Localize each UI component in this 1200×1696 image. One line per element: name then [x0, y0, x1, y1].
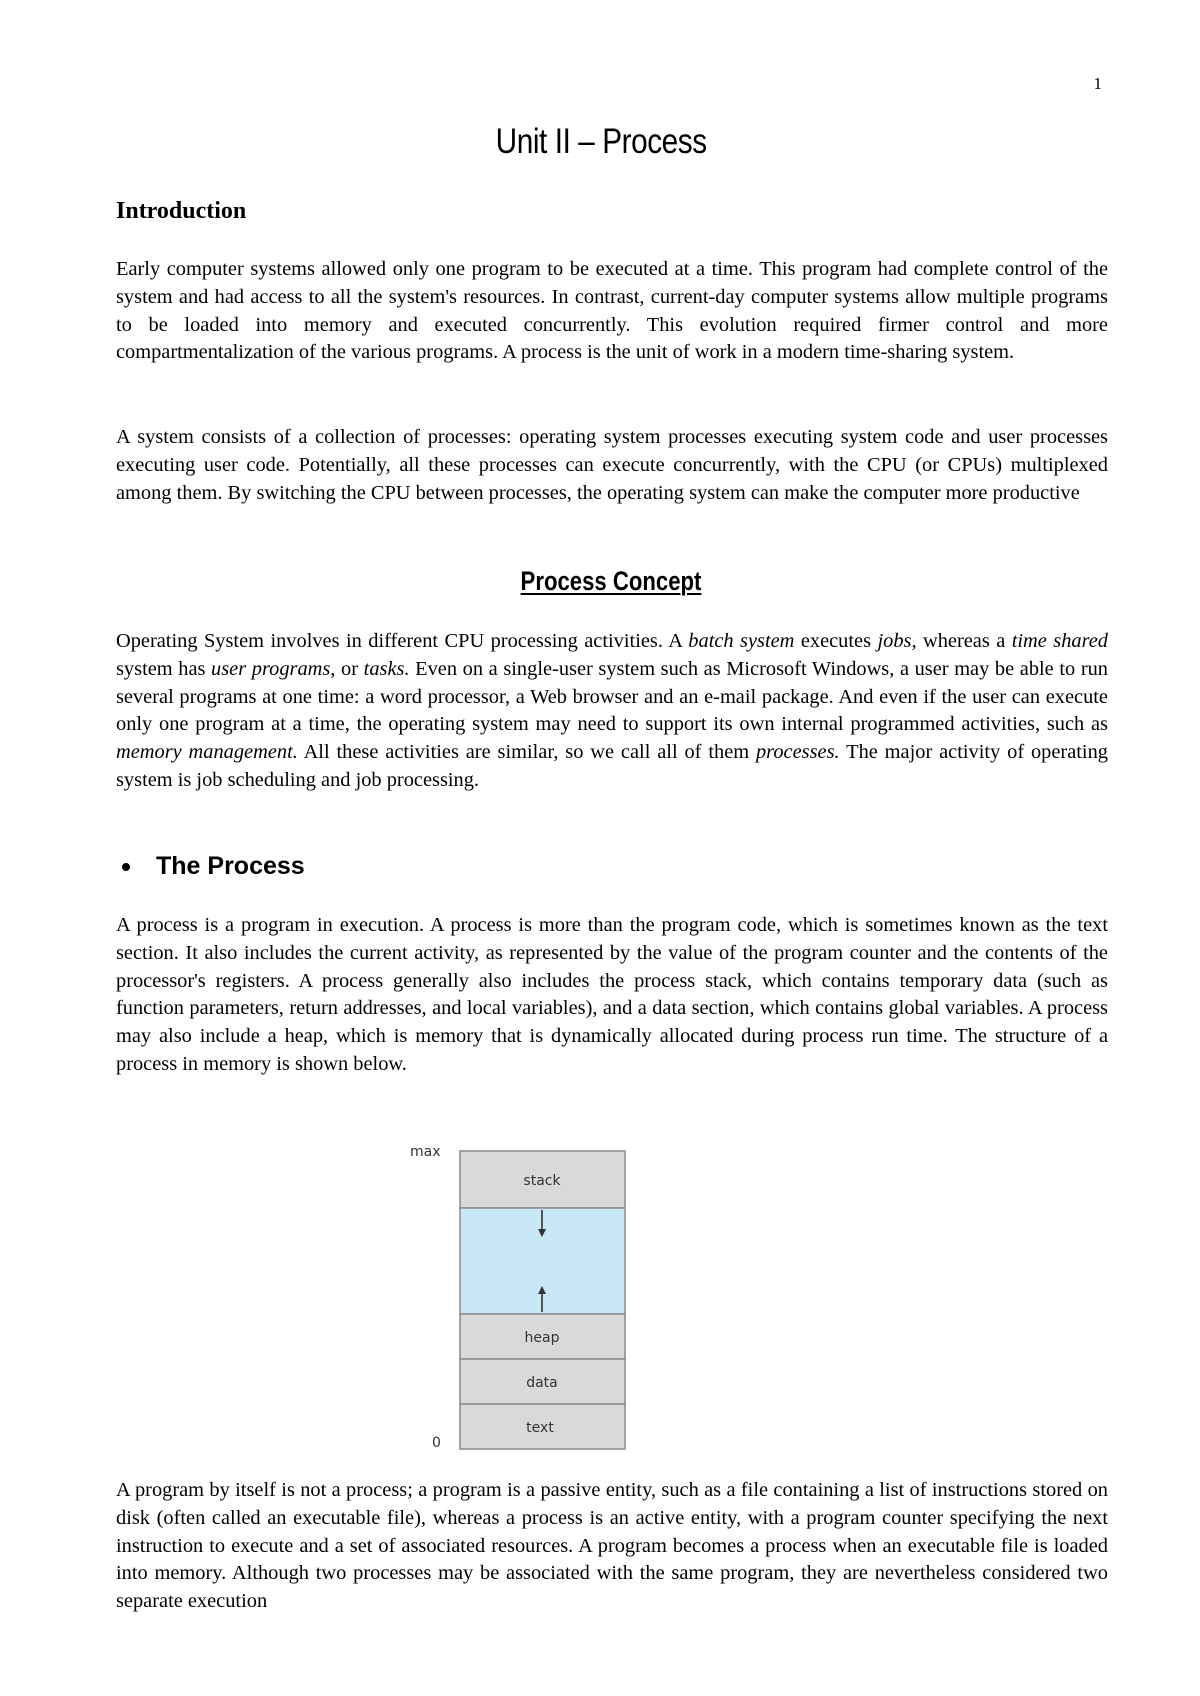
process-memory-diagram [400, 1136, 640, 1456]
introduction-paragraph-1: Early computer systems allowed only one program to be executed at a time. This program had complete control of the system and had access to all the system's resources. In contrast, current-day computer systems allow multiple programs to be loaded into memory and executed concurrently. This evolution required firmer control and more compartmentalization of the various programs. A process is the unit of work in a modern time-sharing system. [116, 258, 1108, 364]
text-segment: , or [330, 657, 364, 680]
diagram-zero-label: 0 [432, 1435, 441, 1451]
text-segment: executes [794, 630, 878, 652]
diagram-max-label: max [410, 1144, 441, 1160]
diagram-stack-label: stack [523, 1173, 561, 1189]
diagram-data-label: data [526, 1375, 558, 1391]
text-segment: The major activity of operating system is job scheduling and job processing. [116, 741, 1108, 791]
introduction-paragraph-2: A system consists of a collection of processes: operating system processes executing system code and user processes executing user code. Potentially, all these processes can execute concurrently, with the CPU (or CPUs) multiplexed among them. By switching the CPU between processes, the operating system can make the computer more productive [116, 426, 1108, 504]
the-process-heading-text: The Process [156, 852, 305, 880]
text-segment: All these activities are similar, so we call all of them [297, 741, 756, 764]
process-concept-paragraph [116, 628, 1108, 795]
text-segment: system has [116, 657, 212, 680]
bullet-icon [122, 863, 130, 871]
diagram-heap-label: heap [524, 1330, 560, 1346]
emphasized-term: processes. [755, 741, 840, 764]
introduction-heading: Introduction [116, 198, 247, 224]
process-concept-heading: Process Concept [520, 566, 702, 596]
the-process-paragraph: A process is a program in execution. A process is more than the program code, which is sometimes known as the text section. It also includes the current activity, as represented by the value of the program counter and the contents of the processor's registers. A process generally also includes the process stack, which contains temporary data (such as function parameters, return addresses, and local variables), and a data section, which contains global variables. A process may also include a heap, which is memory that is dynamically allocated during process run time. The structure of a process in memory is shown below. [116, 914, 1108, 1075]
emphasized-term: memory management. [116, 741, 298, 764]
emphasized-term: tasks. [363, 657, 410, 680]
text-segment: Operating System involves in different CPU processing activities. A [116, 630, 689, 652]
page-number: 1 [1093, 74, 1102, 93]
page-title: Unit II – Process [495, 122, 707, 161]
emphasized-term: batch system [688, 630, 795, 652]
the-process-heading [122, 852, 305, 881]
diagram-text-label: text [526, 1420, 554, 1436]
text-segment: , whereas a [911, 630, 1012, 652]
emphasized-term: user programs [211, 657, 331, 680]
text-segment: Even on a single-user system such as Microsoft Windows, a user may be able to run several programs at one time: a word processor, a Web browser and an e-mail package. And even if the user can execute only one program at a time, the operating system may need to support its own internal programmed activities, such as [116, 657, 1108, 736]
program-vs-process-paragraph: A program by itself is not a process; a program is a passive entity, such as a file containing a list of instructions stored on disk (often called an executable file), whereas a process is an active entity, with a program counter specifying the next instruction to execute and a set of associated resources. A program becomes a process when an executable file is loaded into memory. Although two processes may be associated with the same program, they are nevertheless considered two separate execution [116, 1479, 1108, 1613]
emphasized-term: jobs [877, 630, 912, 652]
emphasized-term: time shared [1011, 630, 1109, 652]
